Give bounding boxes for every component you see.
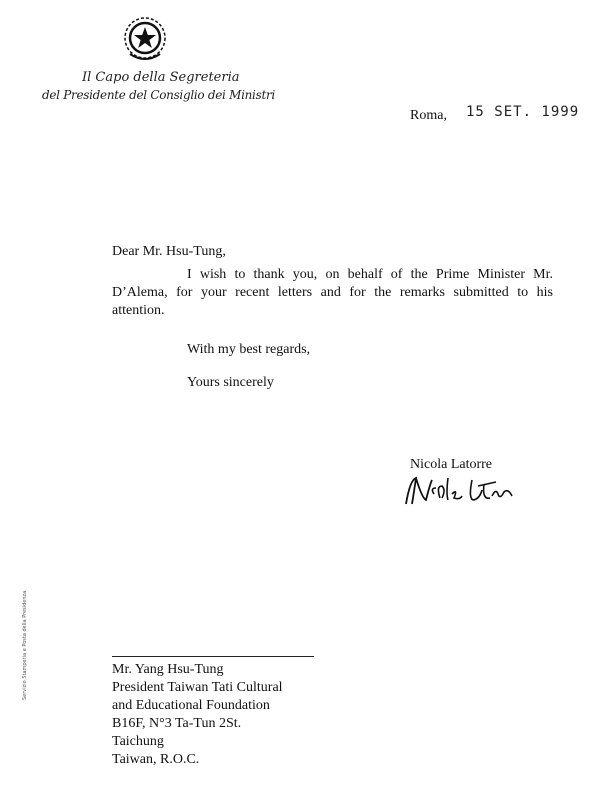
side-margin-note: Servizio Stamperia e Posta della Presidenza: [22, 590, 28, 700]
closing-regards: With my best regards,: [187, 342, 311, 357]
address-divider: [112, 656, 314, 657]
address-line: Taiwan, R.O.C.: [112, 752, 200, 767]
dateline-city: Roma,: [410, 108, 447, 123]
address-line: and Educational Foundation: [112, 698, 270, 713]
greeting: Dear Mr. Hsu-Tung,: [112, 244, 226, 259]
address-line: Mr. Yang Hsu-Tung: [112, 662, 224, 677]
address-line: Taichung: [112, 734, 164, 749]
handwritten-signature: [400, 470, 520, 510]
closing-sincerely: Yours sincerely: [187, 375, 274, 390]
recipient-address: [112, 661, 283, 769]
signatory-name: Nicola Latorre: [410, 457, 493, 472]
republic-emblem-icon: [122, 14, 168, 64]
address-line: President Taiwan Tati Cultural: [112, 680, 283, 695]
letterhead-title: Il Capo della Segreteria: [82, 70, 240, 85]
letter-body: I wish to thank you, on behalf of the Prime Minister Mr. D’Alema, for your recent letters and for the remarks submitted to his attention.: [112, 267, 553, 318]
letterhead-subtitle: del Presidente del Consiglio dei Ministri: [42, 88, 275, 102]
address-line: B16F, N°3 Ta-Tun 2St.: [112, 716, 242, 731]
date-stamp: 15 SET. 1999: [466, 104, 580, 120]
